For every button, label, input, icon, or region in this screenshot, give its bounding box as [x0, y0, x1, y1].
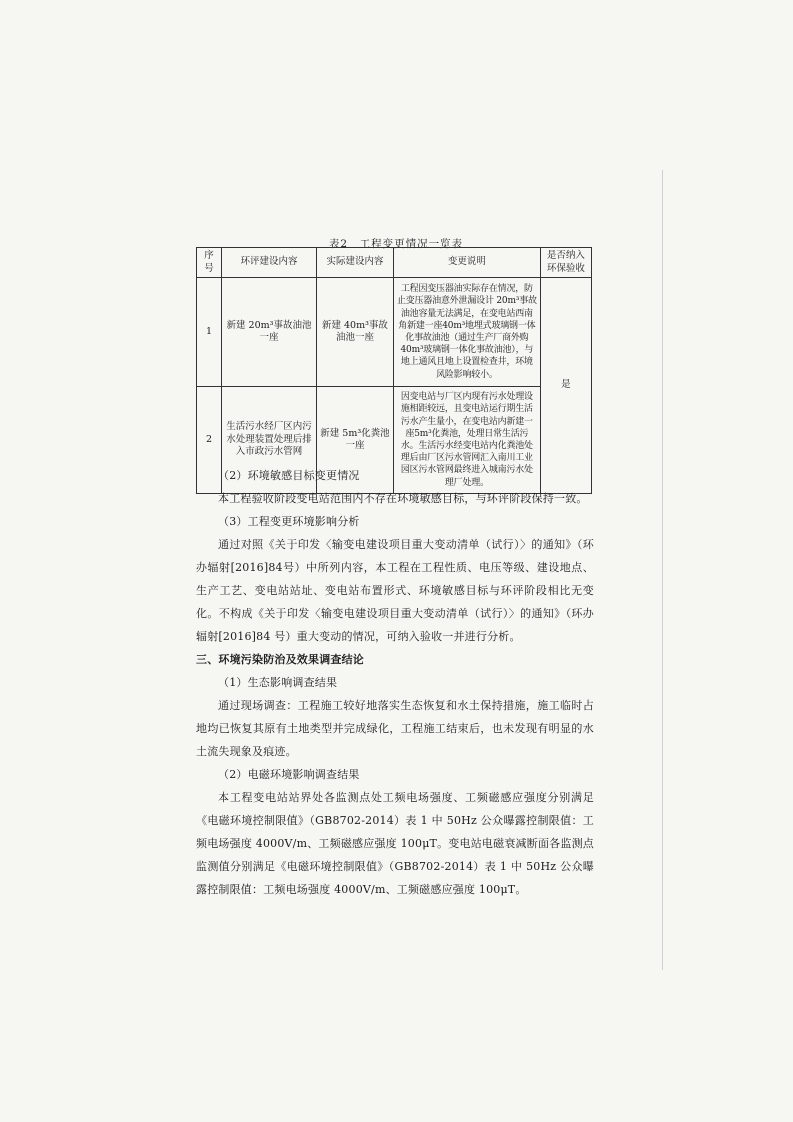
section-heading: 三、环境污染防治及效果调查结论: [196, 653, 364, 666]
cell-no: 2: [197, 387, 222, 494]
scan-edge-line: [662, 170, 663, 970]
cell-acceptance: 是: [540, 278, 591, 494]
cell-no: 1: [197, 278, 222, 387]
paragraph: 本工程验收阶段变电站范围内不存在环境敏感目标，与环评阶段保持一致。: [218, 492, 588, 505]
header-desc: 变更说明: [393, 248, 540, 278]
header-actual: 实际建设内容: [316, 248, 393, 278]
cell-desc: 因变电站与厂区内现有污水处理设施相距较远，且变电站运行期生活污水产生量小，在变电站内新建一座5m³化粪池，处理日常生活污水。生活污水经变电站内化粪池处理后由厂区污水管网汇入南川工业园区污水管网最终进入城南污水处理厂处理。: [393, 387, 540, 494]
cell-actual: 新建 5m³化粪池一座: [316, 387, 393, 494]
cell-env: 生活污水经厂区内污水处理装置处理后排入市政污水管网: [222, 387, 317, 494]
table-header-row: [197, 248, 592, 278]
table-caption: 表2 工程变更情况一览表: [328, 238, 464, 250]
subheading-sensitive-targets: （2）环境敏感目标变更情况: [218, 469, 360, 482]
body-text: [196, 464, 594, 901]
change-table: [196, 247, 592, 494]
subheading-impact-analysis: （3）工程变更环境影响分析: [218, 515, 360, 528]
header-acceptance: 是否纳入环保验收: [540, 248, 591, 278]
subheading-electromagnetic: （2）电磁环境影响调查结果: [218, 768, 360, 781]
paragraph: 本工程变电站站界处各监测点处工频电场强度、工频磁感应强度分别满足《电磁环境控制限值》（GB8702-2014）表 1 中 50Hz 公众曝露控制限值：工频电场强度 4000V/m、工频磁感应强度 100μT。变电站电磁衰减断面各监测点监测值分别满足《电磁环境控制限值》（GB8702-2014）表 1 中 50Hz 公众曝露控制限值：工频电场强度 4000V/m、工频磁感应强度 100μT。: [196, 791, 594, 896]
subheading-ecology: （1）生态影响调查结果: [218, 676, 338, 689]
paragraph: 通过对照《关于印发〈输变电建设项目重大变动清单（试行）〉的通知》（环办辐射[2016]84号）中所列内容，本工程在工程性质、电压等级、建设地点、生产工艺、变电站站址、变电站布置形式、环境敏感目标与环评阶段相比无变化。不构成《关于印发〈输变电建设项目重大变动清单（试行）〉的通知》（环办辐射[2016]84 号）重大变动的情况，可纳入验收一并进行分析。: [196, 538, 594, 643]
cell-desc: 工程因变压器油实际存在情况，防止变压器油意外泄漏设计 20m³事故油池容量无法满足，在变电站西南角新建一座40m³地埋式玻璃钢一体化事故油池（通过生产厂商外购 40m³玻璃钢一体化事故油池），与地上通风且地上设置检查井，环境风险影响较小。: [393, 278, 540, 387]
header-env: 环评建设内容: [222, 248, 317, 278]
header-no: 序号: [197, 248, 222, 278]
paragraph: 通过现场调查：工程施工较好地落实生态恢复和水土保持措施，施工临时占地均已恢复其原有土地类型并完成绿化，工程施工结束后，也未发现有明显的水土流失现象及痕迹。: [196, 699, 594, 758]
cell-env: 新建 20m³事故油池一座: [222, 278, 317, 387]
cell-actual: 新建 40m³事故油池一座: [316, 278, 393, 387]
table-row: [197, 278, 592, 387]
